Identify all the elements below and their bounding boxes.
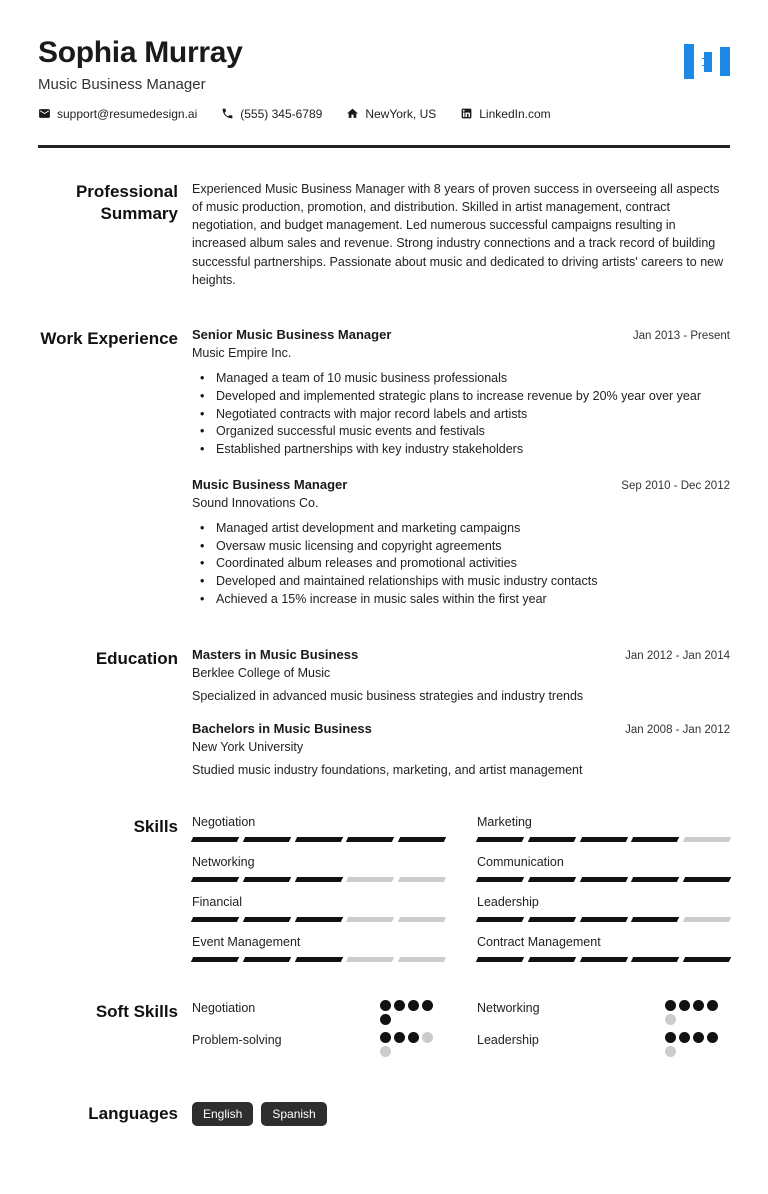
contact-linkedin-text: LinkedIn.com [479,106,551,121]
soft-skill-level-dots [665,1032,720,1057]
linkedin-icon [460,107,473,120]
soft-skill-item [192,1032,445,1057]
job-bullet: • Oversaw music licensing and copyright agreements [192,538,730,556]
logo-bar-icon [720,47,730,76]
brand-logo [684,44,730,80]
contact-phone-text: (555) 345-6789 [240,106,323,121]
job-bullet: • Managed artist development and marketing campaigns [192,520,730,538]
soft-skill-item [192,1000,445,1025]
degree-school: Berklee College of Music [192,665,331,680]
contact-email[interactable] [38,107,197,121]
contact-email-text: support@resumedesign.ai [57,106,198,121]
section-title: Education [95,648,178,668]
job-bullet: • Managed a team of 10 music business professionals [192,370,730,388]
section-skills [38,815,730,962]
skill-item [477,935,730,962]
skill-item [192,815,445,842]
contact-phone[interactable] [221,107,322,121]
soft-skill-level-dots [380,1032,435,1057]
degree-title: Bachelors in Music Business [192,720,372,736]
degree-entry [192,721,730,777]
section-soft-skills [38,1000,730,1064]
skill-name: Financial [192,894,243,909]
email-icon [38,107,51,120]
skill-level-bar [477,957,730,962]
skill-level-bar [477,917,730,922]
skill-name: Communication [477,854,564,869]
job-company: Music Empire Inc. [192,346,292,360]
skill-name: Contract Management [477,934,601,949]
degree-dates: Jan 2008 - Jan 2012 [625,723,730,736]
section-education [38,647,730,777]
soft-skills-column-right [477,1000,730,1064]
soft-skill-level-dots [665,1000,720,1025]
soft-skill-item [477,1000,730,1025]
job-bullet: • Negotiated contracts with major record labels and artists [192,406,730,424]
skill-level-bar [192,917,445,922]
job-entry [192,477,730,609]
job-bullet: • Developed and maintained relationships with music industry contacts [192,573,730,591]
soft-skill-name: Negotiation [192,1000,256,1015]
section-languages [38,1102,730,1126]
degree-school: New York University [192,739,304,754]
job-company: Sound Innovations Co. [192,495,319,510]
contact-location [346,107,436,121]
skill-name: Marketing [477,814,532,829]
job-bullet: • Established partnerships with key industry stakeholders [192,441,730,459]
job-title-text: Music Business Manager [192,476,348,492]
resume-body [38,180,730,1126]
job-entry [192,327,730,459]
home-icon [346,107,359,120]
skills-column-left [192,815,445,962]
skill-name: Leadership [477,894,539,909]
job-dates: Jan 2013 - Present [632,330,730,342]
job-bullet-list [192,520,730,609]
job-dates: Sep 2010 - Dec 2012 [621,479,730,492]
degree-entry [192,647,730,703]
skills-column-right [477,815,730,962]
skill-item [192,935,445,962]
header [38,36,730,148]
skill-item [477,855,730,882]
header-divider [38,145,730,148]
section-title: Languages [88,1103,178,1123]
job-bullet-list [192,370,730,459]
summary-text: Experienced Music Business Manager with 8 years of proven success in overseeing all aspects of music production, promotion, and distribution. Skilled in artist management, contract negotiation, and budget management. Led numerous successful campaigns resulting in increased album sales and revenue. Strong industry connections and a track record of building successful partnerships. Passionate about music and dedicated to driving artists' careers to new heights. [192,181,724,287]
person-name: Sophia Murray [38,36,243,69]
contact-linkedin[interactable] [460,107,550,121]
section-work-experience [38,327,730,609]
skill-name: Event Management [192,934,301,949]
skill-item [477,895,730,922]
degree-description: Specialized in advanced music business strategies and industry trends [192,688,584,703]
job-bullet: • Developed and implemented strategic plans to increase revenue by 20% year over year [192,388,730,406]
skill-item [192,895,445,922]
soft-skill-name: Leadership [477,1032,539,1047]
soft-skill-level-dots [380,1000,435,1025]
section-title: Soft Skills [95,1001,178,1021]
skill-name: Negotiation [192,814,256,829]
skill-level-bar [477,837,730,842]
phone-icon [221,107,234,120]
skill-item [192,855,445,882]
contact-location-text: NewYork, US [365,106,437,121]
skill-level-bar [477,877,730,882]
job-bullet: • Coordinated album releases and promotional activities [192,555,730,573]
skill-level-bar [192,837,445,842]
logo-bar-icon [702,52,712,72]
section-title: Skills [133,816,178,836]
job-bullet: • Achieved a 15% increase in music sales within the first year [192,591,730,609]
language-badge: English [192,1102,253,1126]
section-title: Professional Summary [75,181,178,223]
soft-skill-name: Networking [477,1000,540,1015]
skill-level-bar [192,877,445,882]
soft-skill-name: Problem-solving [192,1032,282,1047]
degree-dates: Jan 2012 - Jan 2014 [625,649,730,662]
contact-row [38,107,730,121]
section-professional-summary [38,180,730,290]
degree-title: Masters in Music Business [192,646,359,662]
skill-name: Networking [192,854,255,869]
person-job-title: Music Business Manager [38,75,206,93]
soft-skills-column-left [192,1000,445,1064]
skill-item [477,815,730,842]
logo-bar-icon [684,44,694,79]
skill-level-bar [192,957,445,962]
language-badge: Spanish [261,1102,326,1126]
job-bullet: • Organized successful music events and festivals [192,423,730,441]
section-title: Work Experience [40,329,178,348]
job-title-text: Senior Music Business Manager [192,327,392,342]
degree-description: Studied music industry foundations, marketing, and artist management [192,762,583,777]
soft-skill-item [477,1032,730,1057]
